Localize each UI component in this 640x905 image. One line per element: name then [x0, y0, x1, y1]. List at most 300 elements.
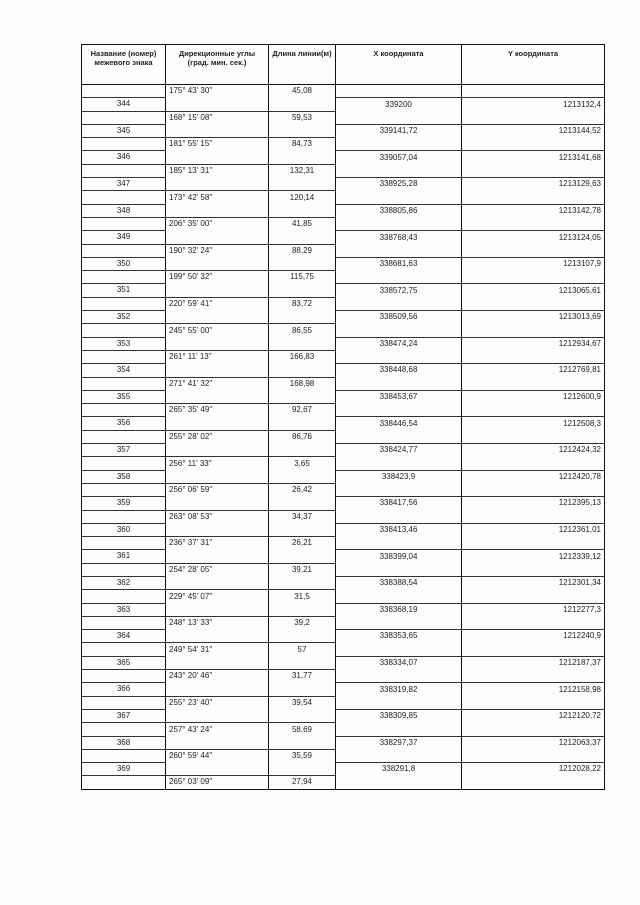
- segment-row: [82, 350, 605, 363]
- x-coordinate-cell: 339141,72: [336, 124, 462, 137]
- line-length-cell: 86,76: [269, 430, 336, 443]
- segment-row: [82, 138, 605, 151]
- direction-angle-cell: 249° 54' 31": [166, 643, 269, 656]
- x-coordinate-cell: 338925,28: [336, 178, 462, 191]
- point-name-cell: 357: [82, 444, 166, 457]
- y-coordinate-cell: [462, 616, 605, 629]
- direction-angle-cell: [166, 736, 269, 749]
- direction-angle-cell: [166, 523, 269, 536]
- direction-angle-cell: 185° 13' 31": [166, 164, 269, 177]
- line-length-cell: [269, 736, 336, 749]
- x-coordinate-cell: 338399,04: [336, 550, 462, 563]
- point-name-cell: 363: [82, 603, 166, 616]
- point-name-cell: [82, 537, 166, 550]
- line-length-cell: 120,14: [269, 191, 336, 204]
- direction-angle-cell: 181° 55' 15": [166, 138, 269, 151]
- line-length-cell: 39,54: [269, 696, 336, 709]
- direction-angle-cell: [166, 311, 269, 324]
- line-length-cell: [269, 576, 336, 589]
- y-coordinate-cell: 1212420,78: [462, 470, 605, 483]
- point-name-cell: 361: [82, 550, 166, 563]
- y-coordinate-cell: [462, 164, 605, 177]
- x-coordinate-cell: [336, 404, 462, 417]
- direction-angle-cell: [166, 656, 269, 669]
- point-name-cell: [82, 510, 166, 523]
- direction-angle-cell: 175° 43' 30": [166, 85, 269, 98]
- point-name-cell: [82, 324, 166, 337]
- point-name-cell: [82, 563, 166, 576]
- point-name-cell: 367: [82, 709, 166, 722]
- line-length-cell: 84,73: [269, 138, 336, 151]
- point-name-cell: [82, 590, 166, 603]
- point-name-cell: [82, 616, 166, 629]
- segment-row: [82, 483, 605, 496]
- point-name-cell: [82, 164, 166, 177]
- x-coordinate-cell: 338681,63: [336, 257, 462, 270]
- line-length-cell: 88,29: [269, 244, 336, 257]
- y-coordinate-cell: [462, 430, 605, 443]
- segment-row: [82, 696, 605, 709]
- y-coordinate-cell: [462, 749, 605, 762]
- x-coordinate-cell: 339057,04: [336, 151, 462, 164]
- y-coordinate-cell: [462, 457, 605, 470]
- point-name-cell: [82, 217, 166, 230]
- line-length-cell: [269, 390, 336, 403]
- point-name-cell: 362: [82, 576, 166, 589]
- point-row: [82, 763, 605, 776]
- header-point-name: Название (номер) межевого знака: [82, 45, 166, 85]
- y-coordinate-cell: [462, 271, 605, 284]
- segment-row: [82, 537, 605, 550]
- x-coordinate-cell: [336, 723, 462, 736]
- point-name-cell: [82, 404, 166, 417]
- y-coordinate-cell: [462, 483, 605, 496]
- x-coordinate-cell: 338509,56: [336, 311, 462, 324]
- x-coordinate-cell: [336, 430, 462, 443]
- y-coordinate-cell: 1212277,3: [462, 603, 605, 616]
- x-coordinate-cell: 338446,54: [336, 417, 462, 430]
- direction-angle-cell: [166, 364, 269, 377]
- point-name-cell: [82, 271, 166, 284]
- point-name-cell: 345: [82, 124, 166, 137]
- header-direction-angle: Дирекционные углы (град. мин. сек.): [166, 45, 269, 85]
- y-coordinate-cell: [462, 696, 605, 709]
- y-coordinate-cell: 1212120,72: [462, 709, 605, 722]
- y-coordinate-cell: 1212424,32: [462, 444, 605, 457]
- direction-angle-cell: 248° 13' 33": [166, 616, 269, 629]
- y-coordinate-cell: 1213124,05: [462, 231, 605, 244]
- point-name-cell: 353: [82, 337, 166, 350]
- point-name-cell: [82, 138, 166, 151]
- line-length-cell: 27,94: [269, 776, 336, 789]
- line-length-cell: [269, 630, 336, 643]
- direction-angle-cell: 220° 59' 41": [166, 297, 269, 310]
- line-length-cell: 35,59: [269, 749, 336, 762]
- direction-angle-cell: 236° 37' 31": [166, 537, 269, 550]
- line-length-cell: [269, 550, 336, 563]
- x-coordinate-cell: [336, 643, 462, 656]
- x-coordinate-cell: 338423,9: [336, 470, 462, 483]
- point-name-cell: 360: [82, 523, 166, 536]
- segment-row: [82, 457, 605, 470]
- x-coordinate-cell: [336, 457, 462, 470]
- direction-angle-cell: 173° 42' 58": [166, 191, 269, 204]
- x-coordinate-cell: 338768,43: [336, 231, 462, 244]
- line-length-cell: 45,08: [269, 85, 336, 98]
- point-row: [82, 550, 605, 563]
- line-length-cell: 26,42: [269, 483, 336, 496]
- header-line-length: Длина линии(м): [269, 45, 336, 85]
- x-coordinate-cell: [336, 510, 462, 523]
- direction-angle-cell: 190° 32' 24": [166, 244, 269, 257]
- line-length-cell: 132,31: [269, 164, 336, 177]
- y-coordinate-cell: 1212361,01: [462, 523, 605, 536]
- y-coordinate-cell: [462, 590, 605, 603]
- x-coordinate-cell: 338291,8: [336, 763, 462, 776]
- segment-row: [82, 164, 605, 177]
- direction-angle-cell: [166, 683, 269, 696]
- point-name-cell: 368: [82, 736, 166, 749]
- direction-angle-cell: 271° 41' 32": [166, 377, 269, 390]
- direction-angle-cell: 256° 06' 59": [166, 483, 269, 496]
- x-coordinate-cell: [336, 111, 462, 124]
- line-length-cell: [269, 683, 336, 696]
- x-coordinate-cell: [336, 776, 462, 789]
- line-length-cell: 166,83: [269, 350, 336, 363]
- point-name-cell: [82, 430, 166, 443]
- y-coordinate-cell: [462, 244, 605, 257]
- point-name-cell: [82, 749, 166, 762]
- segment-row: [82, 85, 605, 98]
- direction-angle-cell: 243° 20' 46": [166, 670, 269, 683]
- x-coordinate-cell: [336, 670, 462, 683]
- y-coordinate-cell: 1212769,81: [462, 364, 605, 377]
- line-length-cell: [269, 284, 336, 297]
- y-coordinate-cell: [462, 85, 605, 98]
- point-row: [82, 390, 605, 403]
- direction-angle-cell: [166, 204, 269, 217]
- direction-angle-cell: [166, 576, 269, 589]
- y-coordinate-cell: [462, 643, 605, 656]
- segment-row: [82, 723, 605, 736]
- direction-angle-cell: 255° 23' 40": [166, 696, 269, 709]
- line-length-cell: [269, 470, 336, 483]
- line-length-cell: [269, 444, 336, 457]
- x-coordinate-cell: [336, 537, 462, 550]
- x-coordinate-cell: 339200: [336, 98, 462, 111]
- segment-row: [82, 776, 605, 789]
- line-length-cell: 168,98: [269, 377, 336, 390]
- point-name-cell: 356: [82, 417, 166, 430]
- line-length-cell: [269, 709, 336, 722]
- point-name-cell: 359: [82, 497, 166, 510]
- x-coordinate-cell: 338413,46: [336, 523, 462, 536]
- direction-angle-cell: [166, 550, 269, 563]
- line-length-cell: [269, 231, 336, 244]
- x-coordinate-cell: [336, 138, 462, 151]
- segment-row: [82, 590, 605, 603]
- y-coordinate-cell: [462, 510, 605, 523]
- line-length-cell: 34,37: [269, 510, 336, 523]
- segment-row: [82, 191, 605, 204]
- x-coordinate-cell: 338353,65: [336, 630, 462, 643]
- y-coordinate-cell: 1213142,78: [462, 204, 605, 217]
- x-coordinate-cell: [336, 483, 462, 496]
- line-length-cell: 31,77: [269, 670, 336, 683]
- y-coordinate-cell: [462, 191, 605, 204]
- line-length-cell: [269, 98, 336, 111]
- point-name-cell: 364: [82, 630, 166, 643]
- x-coordinate-cell: 338448,68: [336, 364, 462, 377]
- line-length-cell: 83,72: [269, 297, 336, 310]
- point-name-cell: 349: [82, 231, 166, 244]
- point-name-cell: [82, 85, 166, 98]
- x-coordinate-cell: [336, 217, 462, 230]
- table-body: [82, 85, 605, 790]
- line-length-cell: 26,21: [269, 537, 336, 550]
- point-row: [82, 151, 605, 164]
- point-name-cell: 354: [82, 364, 166, 377]
- point-name-cell: [82, 111, 166, 124]
- point-row: [82, 364, 605, 377]
- point-name-cell: [82, 377, 166, 390]
- direction-angle-cell: [166, 337, 269, 350]
- y-coordinate-cell: 1213141,68: [462, 151, 605, 164]
- direction-angle-cell: [166, 417, 269, 430]
- y-coordinate-cell: [462, 723, 605, 736]
- point-name-cell: [82, 696, 166, 709]
- direction-angle-cell: [166, 390, 269, 403]
- line-length-cell: [269, 656, 336, 669]
- segment-row: [82, 430, 605, 443]
- line-length-cell: [269, 497, 336, 510]
- segment-row: [82, 749, 605, 762]
- y-coordinate-cell: 1212240,9: [462, 630, 605, 643]
- direction-angle-cell: [166, 497, 269, 510]
- point-name-cell: 355: [82, 390, 166, 403]
- direction-angle-cell: 255° 28' 02": [166, 430, 269, 443]
- direction-angle-cell: [166, 603, 269, 616]
- point-row: [82, 178, 605, 191]
- x-coordinate-cell: [336, 191, 462, 204]
- direction-angle-cell: 257° 43' 24": [166, 723, 269, 736]
- y-coordinate-cell: 1213144,52: [462, 124, 605, 137]
- direction-angle-cell: [166, 284, 269, 297]
- direction-angle-cell: [166, 444, 269, 457]
- point-row: [82, 284, 605, 297]
- y-coordinate-cell: [462, 404, 605, 417]
- point-row: [82, 337, 605, 350]
- point-name-cell: [82, 457, 166, 470]
- y-coordinate-cell: 1212600,9: [462, 390, 605, 403]
- point-name-cell: 351: [82, 284, 166, 297]
- direction-angle-cell: 229° 45' 07": [166, 590, 269, 603]
- y-coordinate-cell: [462, 297, 605, 310]
- y-coordinate-cell: [462, 377, 605, 390]
- point-name-cell: 366: [82, 683, 166, 696]
- x-coordinate-cell: [336, 85, 462, 98]
- segment-row: [82, 297, 605, 310]
- line-length-cell: [269, 178, 336, 191]
- point-name-cell: [82, 670, 166, 683]
- y-coordinate-cell: [462, 138, 605, 151]
- y-coordinate-cell: [462, 563, 605, 576]
- point-row: [82, 444, 605, 457]
- x-coordinate-cell: [336, 749, 462, 762]
- segment-row: [82, 643, 605, 656]
- coordinates-table: [81, 44, 605, 790]
- y-coordinate-cell: 1212158,98: [462, 683, 605, 696]
- line-length-cell: [269, 417, 336, 430]
- direction-angle-cell: 245° 55' 00": [166, 324, 269, 337]
- x-coordinate-cell: [336, 377, 462, 390]
- point-row: [82, 709, 605, 722]
- point-name-cell: 350: [82, 257, 166, 270]
- point-row: [82, 576, 605, 589]
- x-coordinate-cell: [336, 563, 462, 576]
- direction-angle-cell: 263° 08' 53": [166, 510, 269, 523]
- line-length-cell: [269, 311, 336, 324]
- point-row: [82, 736, 605, 749]
- segment-row: [82, 324, 605, 337]
- y-coordinate-cell: 1212934,67: [462, 337, 605, 350]
- x-coordinate-cell: 338417,56: [336, 497, 462, 510]
- line-length-cell: 57: [269, 643, 336, 656]
- x-coordinate-cell: 338297,37: [336, 736, 462, 749]
- point-row: [82, 683, 605, 696]
- segment-row: [82, 377, 605, 390]
- y-coordinate-cell: 1212028,22: [462, 763, 605, 776]
- point-name-cell: 346: [82, 151, 166, 164]
- line-length-cell: 92,67: [269, 404, 336, 417]
- direction-angle-cell: [166, 124, 269, 137]
- line-length-cell: [269, 523, 336, 536]
- y-coordinate-cell: 1213065,61: [462, 284, 605, 297]
- point-name-cell: [82, 244, 166, 257]
- line-length-cell: [269, 364, 336, 377]
- point-name-cell: 352: [82, 311, 166, 324]
- x-coordinate-cell: [336, 297, 462, 310]
- x-coordinate-cell: [336, 164, 462, 177]
- line-length-cell: 31,5: [269, 590, 336, 603]
- point-row: [82, 204, 605, 217]
- x-coordinate-cell: 338474,24: [336, 337, 462, 350]
- x-coordinate-cell: [336, 350, 462, 363]
- direction-angle-cell: 254° 28' 05": [166, 563, 269, 576]
- y-coordinate-cell: [462, 111, 605, 124]
- direction-angle-cell: [166, 470, 269, 483]
- point-row: [82, 257, 605, 270]
- line-length-cell: 39,21: [269, 563, 336, 576]
- line-length-cell: 58,69: [269, 723, 336, 736]
- segment-row: [82, 404, 605, 417]
- segment-row: [82, 563, 605, 576]
- x-coordinate-cell: [336, 590, 462, 603]
- line-length-cell: 115,75: [269, 271, 336, 284]
- segment-row: [82, 670, 605, 683]
- point-row: [82, 523, 605, 536]
- x-coordinate-cell: 338453,67: [336, 390, 462, 403]
- line-length-cell: 41,85: [269, 217, 336, 230]
- direction-angle-cell: [166, 178, 269, 191]
- direction-angle-cell: 261° 11' 13": [166, 350, 269, 363]
- point-name-cell: 348: [82, 204, 166, 217]
- line-length-cell: 3,65: [269, 457, 336, 470]
- direction-angle-cell: [166, 630, 269, 643]
- y-coordinate-cell: 1212063,37: [462, 736, 605, 749]
- point-name-cell: [82, 483, 166, 496]
- direction-angle-cell: 265° 03' 09": [166, 776, 269, 789]
- direction-angle-cell: 168° 15' 08": [166, 111, 269, 124]
- x-coordinate-cell: 338805,86: [336, 204, 462, 217]
- y-coordinate-cell: [462, 776, 605, 789]
- y-coordinate-cell: 1212187,37: [462, 656, 605, 669]
- x-coordinate-cell: 338368,19: [336, 603, 462, 616]
- line-length-cell: [269, 337, 336, 350]
- point-row: [82, 98, 605, 111]
- point-row: [82, 603, 605, 616]
- line-length-cell: 59,53: [269, 111, 336, 124]
- point-name-cell: 347: [82, 178, 166, 191]
- direction-angle-cell: [166, 98, 269, 111]
- header-y-coordinate: Y координата: [462, 45, 605, 85]
- point-name-cell: [82, 297, 166, 310]
- line-length-cell: [269, 763, 336, 776]
- y-coordinate-cell: 1212301,34: [462, 576, 605, 589]
- point-row: [82, 497, 605, 510]
- x-coordinate-cell: [336, 244, 462, 257]
- x-coordinate-cell: 338388,54: [336, 576, 462, 589]
- point-name-cell: [82, 350, 166, 363]
- point-row: [82, 470, 605, 483]
- y-coordinate-cell: [462, 537, 605, 550]
- segment-row: [82, 217, 605, 230]
- x-coordinate-cell: [336, 696, 462, 709]
- direction-angle-cell: [166, 257, 269, 270]
- point-row: [82, 630, 605, 643]
- point-name-cell: 358: [82, 470, 166, 483]
- direction-angle-cell: [166, 709, 269, 722]
- direction-angle-cell: [166, 763, 269, 776]
- y-coordinate-cell: [462, 217, 605, 230]
- x-coordinate-cell: [336, 324, 462, 337]
- x-coordinate-cell: 338309,85: [336, 709, 462, 722]
- point-row: [82, 231, 605, 244]
- y-coordinate-cell: [462, 324, 605, 337]
- segment-row: [82, 271, 605, 284]
- y-coordinate-cell: 1213132,4: [462, 98, 605, 111]
- x-coordinate-cell: 338572,75: [336, 284, 462, 297]
- direction-angle-cell: 256° 11' 33": [166, 457, 269, 470]
- x-coordinate-cell: [336, 616, 462, 629]
- point-name-cell: 344: [82, 98, 166, 111]
- y-coordinate-cell: 1212395,13: [462, 497, 605, 510]
- direction-angle-cell: [166, 231, 269, 244]
- y-coordinate-cell: 1213013,69: [462, 311, 605, 324]
- line-length-cell: 86,55: [269, 324, 336, 337]
- point-name-cell: [82, 723, 166, 736]
- direction-angle-cell: 206° 35' 00": [166, 217, 269, 230]
- y-coordinate-cell: [462, 350, 605, 363]
- point-name-cell: 369: [82, 763, 166, 776]
- point-row: [82, 311, 605, 324]
- point-row: [82, 417, 605, 430]
- segment-row: [82, 244, 605, 257]
- y-coordinate-cell: 1213129,63: [462, 178, 605, 191]
- line-length-cell: [269, 204, 336, 217]
- point-row: [82, 656, 605, 669]
- line-length-cell: [269, 603, 336, 616]
